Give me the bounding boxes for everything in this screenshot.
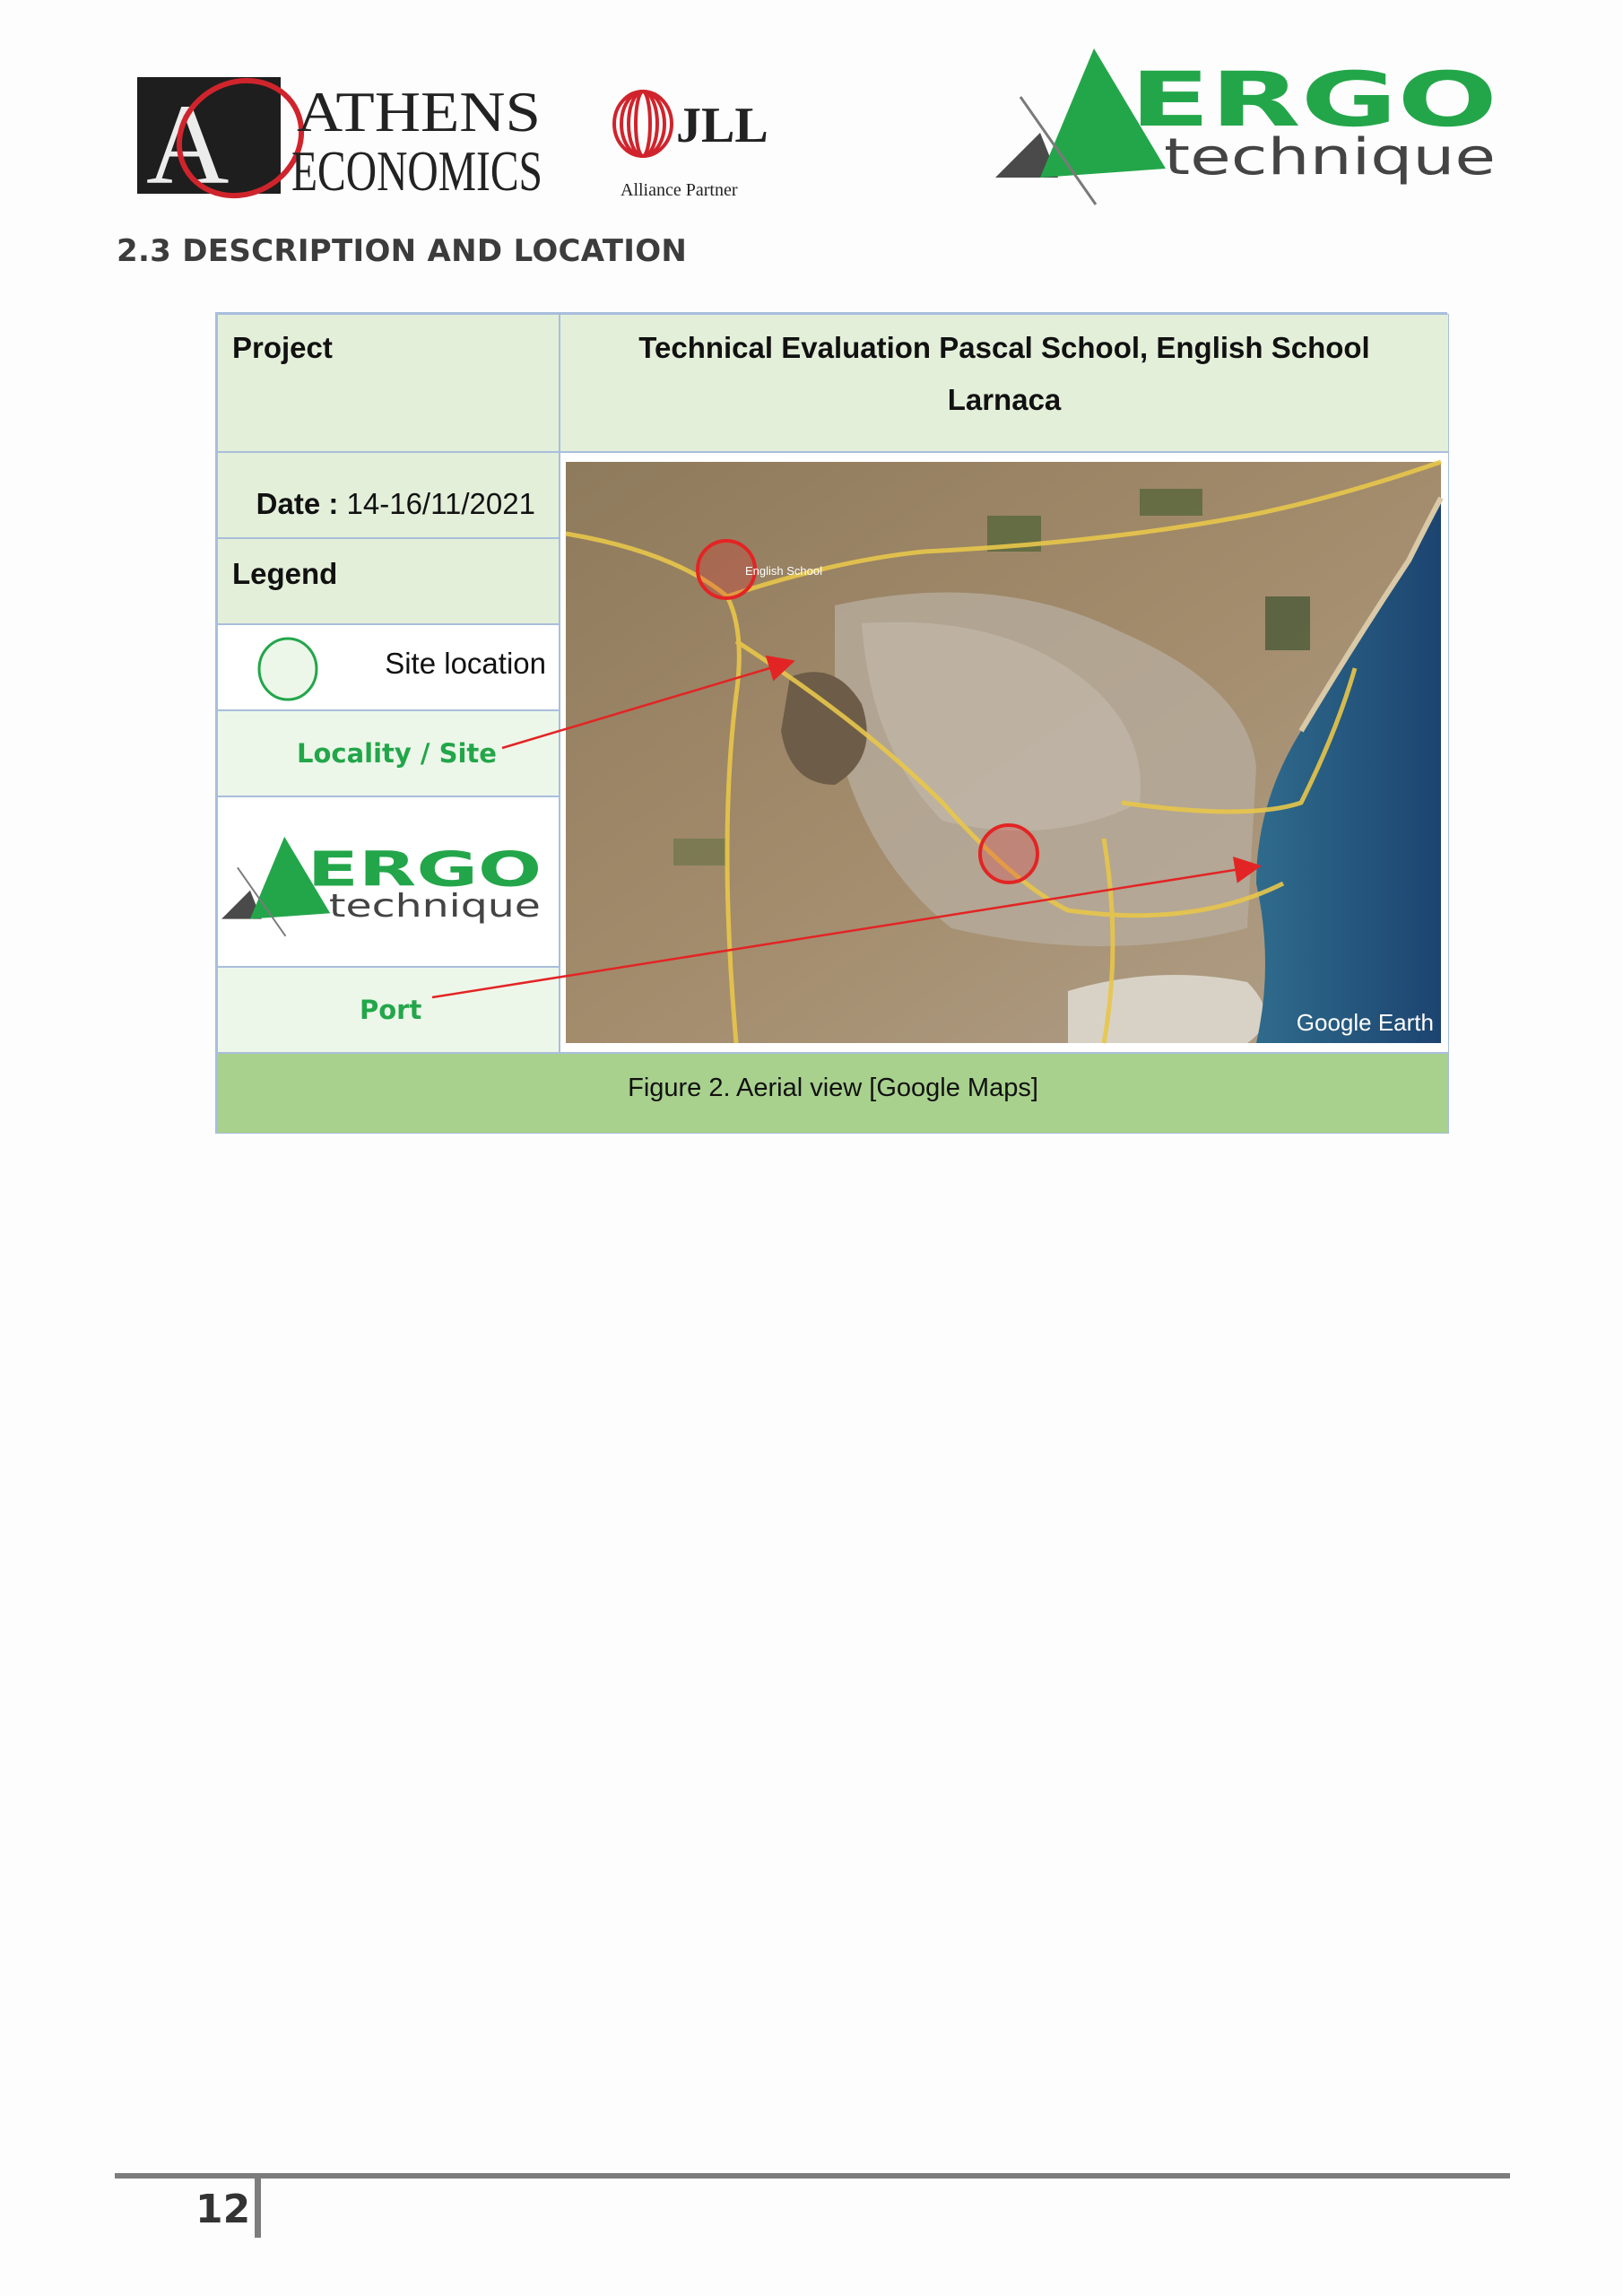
jll-subtitle: Alliance Partner	[621, 180, 738, 200]
page-number: 12	[195, 2187, 251, 2232]
legend-label: Legend	[232, 557, 338, 590]
figure-caption: Figure 2. Aerial view [Google Maps]	[628, 1074, 1038, 1102]
project-title-line1: Technical Evaluation Pascal School, English School	[638, 331, 1370, 364]
athens-economics-logo	[137, 74, 550, 208]
project-label: Project	[232, 331, 333, 364]
footer-rule	[115, 2173, 1510, 2179]
date-value: 14-16/11/2021	[338, 487, 535, 520]
caption-cell	[217, 1053, 1449, 1134]
footer-divider	[255, 2179, 261, 2238]
jll-word: JLL	[676, 98, 768, 153]
section-title: 2.3 DESCRIPTION AND LOCATION	[117, 233, 688, 269]
athens-word: ATHENS	[297, 80, 541, 144]
svg-text:technique: technique	[1164, 128, 1496, 187]
locality-site-label: Locality / Site	[297, 738, 497, 769]
english-school-map-label: English School	[745, 564, 822, 578]
locality-arrow	[502, 662, 791, 748]
ergo-technique-logo	[995, 43, 1515, 209]
economics-word: ECONOMICS	[291, 139, 542, 203]
google-earth-watermark: Google Earth	[1296, 1009, 1434, 1036]
svg-text:technique: technique	[328, 888, 541, 926]
project-title-line2: Larnaca	[947, 383, 1062, 416]
legend-arrows	[217, 314, 1449, 1135]
svg-text:A: A	[146, 81, 230, 208]
port-arrow	[432, 866, 1257, 997]
svg-text:ERGO: ERGO	[307, 840, 542, 898]
site-location-label: Site location	[385, 647, 546, 680]
jll-logo	[610, 86, 767, 203]
project-table	[215, 312, 1447, 1134]
date-label: Date :	[256, 487, 339, 520]
port-label: Port	[360, 995, 422, 1025]
svg-text:ERGO: ERGO	[1130, 56, 1497, 144]
